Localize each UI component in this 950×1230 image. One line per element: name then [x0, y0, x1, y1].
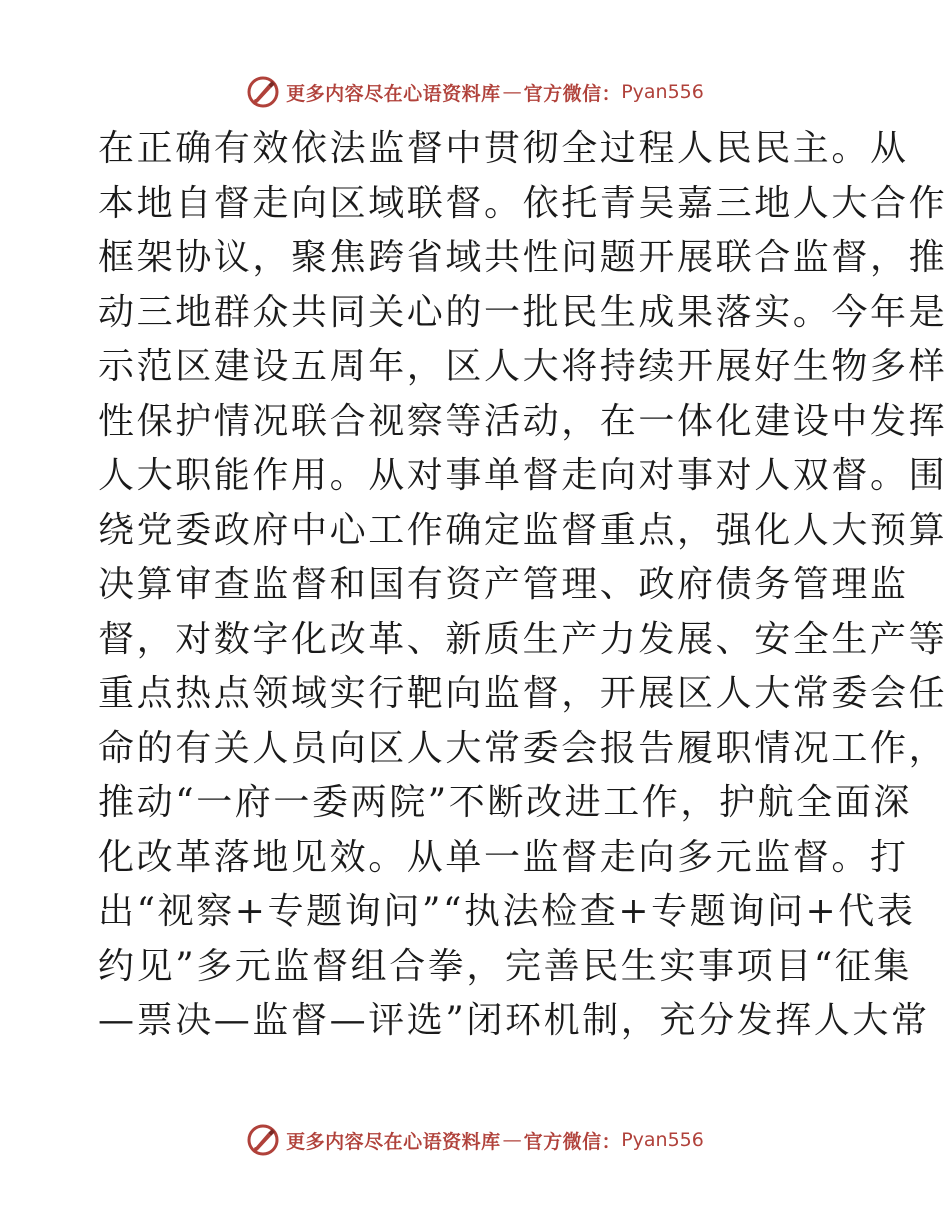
- text-line: 化改革落地见效。从单一监督走向多元监督。打: [98, 836, 909, 878]
- header-site-text: 更多内容尽在心语资料库: [286, 82, 501, 105]
- pen-logo-icon: [246, 75, 280, 109]
- text-line: 示范区建设五周年，区人大将持续开展好生物多样: [98, 346, 948, 387]
- text-line: 框架协议，聚焦跨省域共性问题开展联合监督，推: [98, 237, 948, 278]
- footer-banner: [0, 1120, 950, 1160]
- text-line: 督，对数字化改革、新质生产力发展、安全生产等: [98, 618, 948, 660]
- header-wechat-label: 官方微信：: [523, 82, 622, 105]
- header-wechat-id: Pyan556: [621, 81, 704, 103]
- header-banner: [0, 72, 950, 112]
- text-line: 绕党委政府中心工作确定监督重点，强化人大预算: [98, 509, 948, 551]
- footer-site-text: 更多内容尽在心语资料库: [286, 1130, 501, 1153]
- footer-separator: —: [502, 1129, 522, 1151]
- text-line: 出“视察+专题询问”“执法检查+专题询问+代表: [98, 891, 916, 932]
- pen-logo-icon: [246, 1123, 280, 1157]
- text-line: 命的有关人员向区人大常委会报告履职情况工作，: [98, 727, 948, 769]
- text-line: 在正确有效依法监督中贯彻全过程人民民主。从: [98, 128, 909, 169]
- text-line: 动三地群众共同关心的一批民生成果落实。今年是: [98, 291, 948, 333]
- text-line: —票决—监督—评选”闭环机制，充分发挥人大常: [98, 1000, 930, 1041]
- text-line: 重点热点领域实行靶向监督，开展区人大常委会任: [98, 673, 948, 714]
- text-line: 推动“一府一委两院”不断改进工作，护航全面深: [98, 782, 913, 823]
- text-line: 约见”多元监督组合拳，完善民生实事项目“征集: [98, 945, 913, 987]
- text-line: 性保护情况联合视察等活动，在一体化建设中发挥: [98, 400, 948, 442]
- text-line: 决算审查监督和国有资产管理、政府债务管理监: [98, 564, 909, 605]
- footer-wechat-id: Pyan556: [621, 1129, 704, 1151]
- footer-wechat-label: 官方微信：: [523, 1130, 622, 1153]
- document-body: [98, 122, 948, 1049]
- text-line: 人大职能作用。从对事单督走向对事对人双督。围: [98, 455, 948, 496]
- header-separator: —: [502, 81, 522, 103]
- text-line: 本地自督走向区域联督。依托青吴嘉三地人大合作: [98, 182, 948, 224]
